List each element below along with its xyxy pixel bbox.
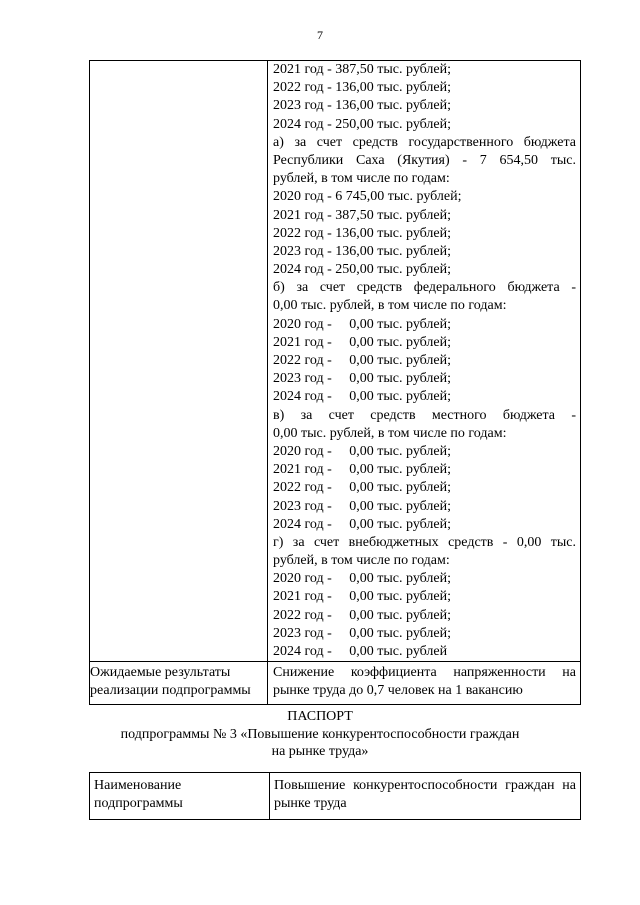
finance-line: 2024 год - 0,00 тыс. рублей; [273, 389, 452, 405]
finance-value-cell [268, 61, 581, 662]
finance-label-cell [90, 61, 268, 662]
passport-subtitle-line: на рынке труда» [271, 744, 369, 759]
finance-line: 0,00 тыс. рублей, в том числе по годам: [273, 425, 507, 441]
finance-line: 2023 год - 136,00 тыс. рублей; [273, 98, 452, 114]
finance-line: 2021 год - 0,00 тыс. рублей; [273, 462, 452, 478]
finance-line: 2023 год - 136,00 тыс. рублей; [273, 243, 452, 259]
finance-line: а) за счет средств государственного бюджета [273, 134, 576, 150]
finance-line: г) за счет внебюджетных средств - 0,00 тыс. [273, 534, 576, 550]
finance-line: 0,00 тыс. рублей, в том числе по годам: [273, 298, 507, 314]
name-value: Повышение конкурентоспособности граждан на рынке труда [270, 773, 581, 820]
finance-line: 2022 год - 0,00 тыс. рублей; [273, 607, 452, 623]
passport-heading: ПАСПОРТ [287, 709, 353, 724]
finance-line: 2020 год - 0,00 тыс. рублей; [273, 316, 452, 332]
finance-row [90, 61, 581, 662]
finance-line: 2024 год - 250,00 тыс. рублей; [273, 116, 452, 132]
finance-line: 2021 год - 387,50 тыс. рублей; [273, 62, 452, 77]
finance-line: 2023 год - 0,00 тыс. рублей; [273, 498, 452, 514]
finance-line: рублей, в том числе по годам: [273, 171, 450, 187]
name-label: Наименование подпрограммы [90, 773, 270, 820]
finance-line: 2023 год - 0,00 тыс. рублей; [273, 371, 452, 387]
finance-line: в) за счет средств местного бюджета - [273, 407, 576, 423]
finance-line: 2022 год - 136,00 тыс. рублей; [273, 80, 452, 96]
finance-line: 2021 год - 0,00 тыс. рублей; [273, 334, 452, 350]
finance-line: 2024 год - 250,00 тыс. рублей; [273, 262, 452, 278]
passport-subtitle-line: подпрограммы № 3 «Повышение конкурентоспособности граждан [120, 727, 520, 742]
finance-line: 2021 год - 0,00 тыс. рублей; [273, 589, 452, 605]
passport-table [89, 772, 581, 820]
results-label: Ожидаемые результаты реализации подпрограммы [90, 662, 268, 705]
results-row [90, 662, 581, 705]
finance-line: 2022 год - 0,00 тыс. рублей; [273, 353, 452, 368]
finance-line: 2022 год - 136,00 тыс. рублей; [273, 225, 452, 241]
name-row [90, 773, 581, 820]
page-number: 7 [317, 28, 323, 42]
finance-line: рублей, в том числе по годам: [273, 553, 450, 569]
finance-line: 2021 год - 387,50 тыс. рублей; [273, 207, 452, 223]
finance-line: 2020 год - 6 745,00 тыс. рублей; [273, 189, 462, 205]
results-value: Снижение коэффициента напряженности на рынке труда до 0,7 человек на 1 вакансию [268, 662, 581, 705]
finance-table [89, 60, 581, 705]
finance-line: 2020 год - 0,00 тыс. рублей; [273, 571, 452, 587]
finance-line: б) за счет средств федерального бюджета - [273, 280, 576, 296]
finance-line: 2020 год - 0,00 тыс. рублей; [273, 443, 452, 459]
finance-line: 2022 год - 0,00 тыс. рублей; [273, 480, 452, 496]
finance-line: 2024 год - 0,00 тыс. рублей; [273, 516, 452, 532]
finance-line: 2024 год - 0,00 тыс. рублей [273, 644, 448, 659]
finance-lines [273, 61, 576, 661]
finance-line: Республики Саха (Якутия) - 7 654,50 тыс. [273, 152, 576, 168]
finance-line: 2023 год - 0,00 тыс. рублей; [273, 625, 452, 641]
